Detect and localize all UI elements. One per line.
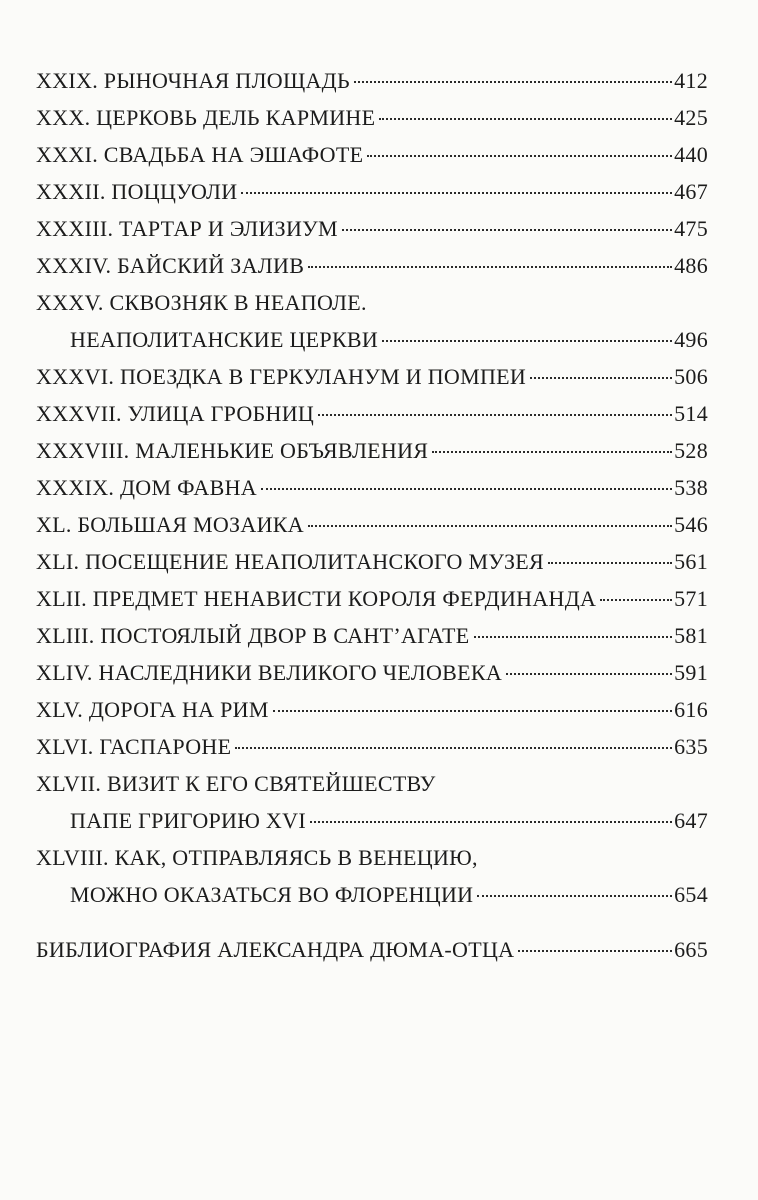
- toc-entry: [36, 136, 708, 173]
- toc-entry-page: 591: [674, 660, 708, 685]
- toc-entry-page: 538: [674, 475, 708, 500]
- toc-entry-title: БИБЛИОГРАФИЯ АЛЕКСАНДРА ДЮМА-ОТЦА: [36, 937, 515, 962]
- toc-entry-page: 561: [674, 549, 708, 574]
- toc-entry-line: [36, 765, 708, 802]
- toc-entry-line-continued: [36, 321, 708, 358]
- toc-entry-line: [36, 839, 708, 876]
- dot-leader: [506, 673, 672, 675]
- toc-entry-title: XLVI. ГАСПАРОНЕ: [36, 734, 232, 759]
- dot-leader: [600, 599, 672, 601]
- dot-leader: [318, 414, 672, 416]
- toc-entry-title: XXXVI. ПОЕЗДКА В ГЕРКУЛАНУМ И ПОМПЕИ: [36, 364, 527, 389]
- toc-entry-title: XXXI. СВАДЬБА НА ЭШАФОТЕ: [36, 142, 364, 167]
- toc-entry-page: 467: [674, 179, 708, 204]
- toc-entry-page: 616: [674, 697, 708, 722]
- toc-entry-page: 440: [674, 142, 708, 167]
- toc-entry-page: 475: [674, 216, 708, 241]
- dot-leader: [379, 118, 672, 120]
- toc-entry-page: 496: [674, 327, 708, 352]
- toc-entry-line-continued: [36, 876, 708, 913]
- toc-entry-title-continued: МОЖНО ОКАЗАТЬСЯ ВО ФЛОРЕНЦИИ: [70, 882, 474, 907]
- toc-entry-line-continued: [36, 802, 708, 839]
- toc-entry: [36, 173, 708, 210]
- dot-leader: [477, 895, 672, 897]
- dot-leader: [530, 377, 672, 379]
- dot-leader: [235, 747, 672, 749]
- toc-entry-title: XXXIII. ТАРТАР И ЭЛИЗИУМ: [36, 216, 338, 241]
- toc-entry-title: XXXVIII. МАЛЕНЬКИЕ ОБЪЯВЛЕНИЯ: [36, 438, 429, 463]
- toc-entry-page: 528: [674, 438, 708, 463]
- dot-leader: [241, 192, 672, 194]
- toc-entry: [36, 506, 708, 543]
- toc-entry: [36, 358, 708, 395]
- toc-entry-title: XXIX. РЫНОЧНАЯ ПЛОЩАДЬ: [36, 68, 350, 93]
- toc-entry-title: XLIV. НАСЛЕДНИКИ ВЕЛИКОГО ЧЕЛОВЕКА: [36, 660, 503, 685]
- dot-leader: [518, 950, 672, 952]
- dot-leader: [308, 525, 672, 527]
- dot-leader: [310, 821, 672, 823]
- toc-entry-page: 514: [674, 401, 708, 426]
- toc-entry: [36, 728, 708, 765]
- dot-leader: [548, 562, 672, 564]
- toc-entry: [36, 469, 708, 506]
- toc-entry-page: 506: [674, 364, 708, 389]
- toc-entry-page: 665: [674, 937, 708, 962]
- toc-entry-page: 654: [674, 882, 708, 907]
- toc-entry: [36, 654, 708, 691]
- toc-entry: [36, 432, 708, 469]
- toc-entry: [36, 99, 708, 136]
- toc-entry-title: XLVIII. КАК, ОТПРАВЛЯЯСЬ В ВЕНЕЦИЮ,: [36, 845, 478, 870]
- dot-leader: [367, 155, 672, 157]
- table-of-contents: [36, 62, 708, 968]
- toc-entry-line: [36, 284, 708, 321]
- toc-list: [36, 62, 708, 913]
- toc-entry-title: XXXII. ПОЦЦУОЛИ: [36, 179, 238, 204]
- dot-leader: [261, 488, 672, 490]
- dot-leader: [432, 451, 672, 453]
- toc-entry-page: 425: [674, 105, 708, 130]
- toc-entry-title: XLI. ПОСЕЩЕНИЕ НЕАПОЛИТАНСКОГО МУЗЕЯ: [36, 549, 545, 574]
- toc-entry-title: XLV. ДОРОГА НА РИМ: [36, 697, 269, 722]
- toc-entry: [36, 247, 708, 284]
- toc-entry-page: 581: [674, 623, 708, 648]
- toc-entry: [36, 580, 708, 617]
- toc-entry-title: XXXVII. УЛИЦА ГРОБНИЦ: [36, 401, 315, 426]
- dot-leader: [273, 710, 672, 712]
- toc-entry-title: XXX. ЦЕРКОВЬ ДЕЛЬ КАРМИНЕ: [36, 105, 376, 130]
- dot-leader: [342, 229, 672, 231]
- toc-entry-title: XLVII. ВИЗИТ К ЕГО СВЯТЕЙШЕСТВУ: [36, 771, 436, 796]
- toc-entry-bibliography: [36, 931, 708, 968]
- toc-entry-title: XXXIV. БАЙСКИЙ ЗАЛИВ: [36, 253, 305, 278]
- toc-entry-page: 546: [674, 512, 708, 537]
- toc-entry: [36, 543, 708, 580]
- toc-entry-title: XL. БОЛЬШАЯ МОЗАИКА: [36, 512, 304, 537]
- toc-entry: [36, 617, 708, 654]
- toc-entry-page: 412: [674, 68, 708, 93]
- dot-leader: [474, 636, 673, 638]
- toc-entry-page: 571: [674, 586, 708, 611]
- toc-entry-title-continued: ПАПЕ ГРИГОРИЮ XVI: [70, 808, 306, 833]
- toc-entry-title: XLIII. ПОСТОЯЛЫЙ ДВОР В САНТ’АГАТЕ: [36, 623, 470, 648]
- toc-entry: [36, 62, 708, 99]
- dot-leader: [354, 81, 672, 83]
- toc-entry-title-continued: НЕАПОЛИТАНСКИЕ ЦЕРКВИ: [70, 327, 379, 352]
- spacer: [36, 913, 708, 931]
- toc-entry: [36, 691, 708, 728]
- toc-entry-page: 635: [674, 734, 708, 759]
- toc-entry-page: 647: [674, 808, 708, 833]
- toc-entry-title: XXXV. СКВОЗНЯК В НЕАПОЛЕ.: [36, 290, 367, 315]
- dot-leader: [308, 266, 672, 268]
- toc-entry: [36, 395, 708, 432]
- toc-entry-title: XLII. ПРЕДМЕТ НЕНАВИСТИ КОРОЛЯ ФЕРДИНАНДА: [36, 586, 597, 611]
- dot-leader: [382, 340, 672, 342]
- toc-entry-page: 486: [674, 253, 708, 278]
- toc-entry-title: XXXIX. ДОМ ФАВНА: [36, 475, 257, 500]
- toc-entry: [36, 210, 708, 247]
